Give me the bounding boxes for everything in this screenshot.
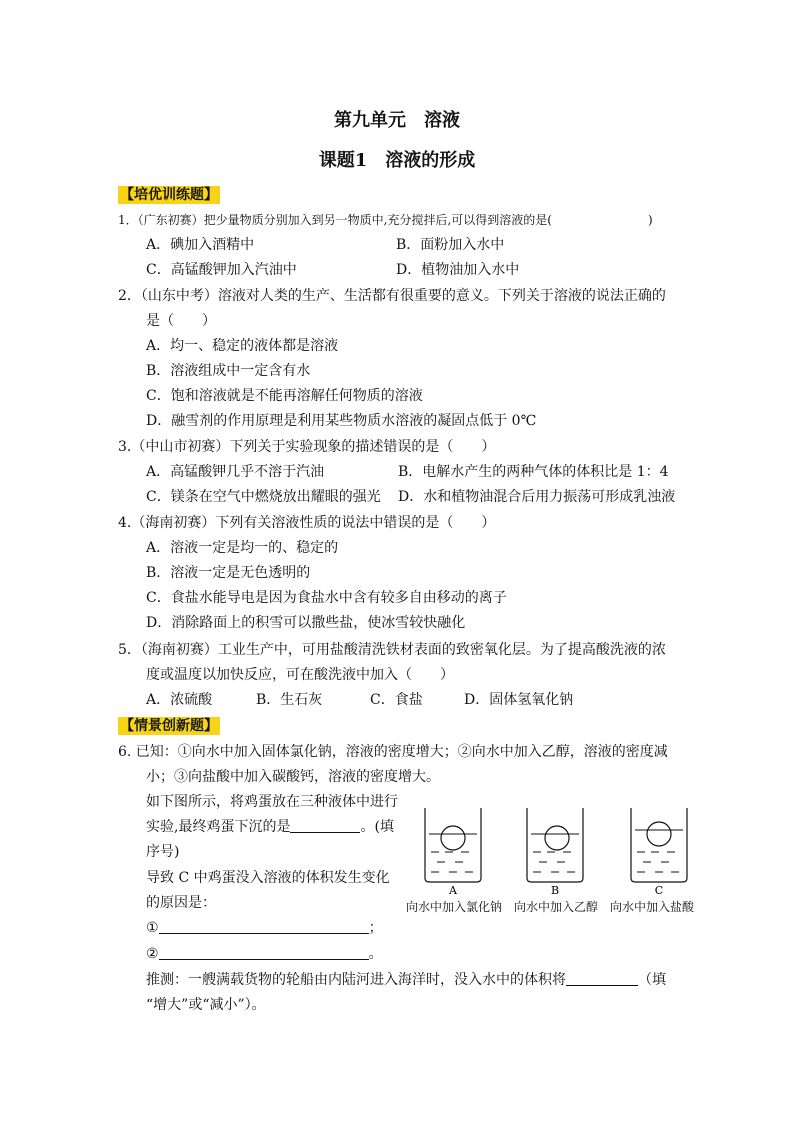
unit-title: 第九单元 溶液 [334, 110, 460, 131]
q2-stem-line2: 是（ ） [146, 313, 216, 329]
q1-option-c: C．高锰酸钾加入汽油中 [146, 262, 297, 278]
q6-reason2 [146, 944, 383, 964]
q1-stem: 1．（广东初赛）把少量物质分别加入到另一物质中,充分搅拌后,可以得到溶液的是( ) [118, 213, 653, 227]
q6-line10 [146, 970, 666, 990]
beaker-b [527, 808, 583, 882]
q2-option-d: D．融雪剂的作用原理是利用某些物质水溶液的凝固点低于 0℃ [146, 413, 537, 429]
caption-c: 向水中加入盐酸 [610, 900, 695, 914]
q3-option-c: C．镁条在空气中燃烧放出耀眼的强光 [146, 489, 381, 505]
egg-c [647, 822, 671, 846]
q1-option-a: A．碘加入酒精中 [146, 237, 255, 253]
q1-option-b: B．面粉加入水中 [396, 237, 505, 253]
q6-line4-text: 实验,最终鸡蛋下沉的是 [146, 819, 291, 835]
beaker-label-c: C [654, 884, 664, 897]
q4-option-a: A．溶液一定是均一的、稳定的 [146, 540, 339, 556]
q3-option-b: B．电解水产生的两种气体的体积比是 1：4 [398, 464, 669, 480]
answer-blank-volume[interactable] [566, 971, 638, 986]
beaker-label-b: B [550, 884, 560, 897]
beaker-c [631, 808, 687, 882]
q6-line10-tail: （填 [638, 972, 666, 988]
answer-blank-reason2[interactable] [159, 945, 369, 960]
section-tag-scenario: 【情景创新题】 [120, 718, 218, 734]
q2-option-c: C．饱和溶液就是不能再溶解任何物质的溶液 [146, 388, 423, 404]
beaker-label-a: A [449, 884, 457, 897]
q2-option-a: A．均一、稳定的液体都是溶液 [146, 338, 339, 354]
answer-blank-reason1[interactable] [159, 919, 369, 934]
reason1-marker: ① [146, 920, 159, 936]
q2-option-b: B．溶液组成中一定含有水 [146, 363, 311, 379]
q6-line3: 如下图所示，将鸡蛋放在三种液体中进行 [146, 794, 398, 810]
caption-a: 向水中加入氯化钠 [406, 900, 503, 914]
q6-reason1 [146, 918, 383, 938]
egg-a [441, 826, 465, 850]
q4-option-c: C．食盐水能导电是因为食盐水中含有较多自由移动的离子 [146, 590, 507, 606]
q6-line4 [146, 817, 394, 837]
beaker-a [425, 808, 481, 882]
reason1-tail: ； [368, 920, 383, 936]
q4-stem: 4.（海南初赛）下列有关溶液性质的说法中错误的是（ ） [118, 515, 496, 531]
caption-b: 向水中加入乙醇 [514, 900, 599, 914]
q6-line7: 的原因是： [146, 895, 216, 911]
q6-line1: 6. 已知：①向水中加入固体氯化钠，溶液的密度增大；②向水中加入乙醇，溶液的密度减 [118, 744, 668, 760]
q6-line6: 导致 C 中鸡蛋没入溶液的体积发生变化 [146, 870, 390, 886]
egg-b [545, 826, 569, 850]
q5-stem-line2: 度或温度以加快反应，可在酸洗液中加入（ ） [146, 667, 454, 683]
q5-stem-line1: 5．（海南初赛）工业生产中，可用盐酸清洗铁材表面的致密氧化层。为了提高酸洗液的浓 [118, 642, 666, 658]
q5-option-d: D．固体氢氧化钠 [464, 692, 574, 708]
q1-option-d: D．植物油加入水中 [396, 262, 520, 278]
q6-line4-tail: 。(填 [360, 819, 394, 835]
answer-blank-sink[interactable] [290, 818, 360, 833]
q5-option-a: A．浓硫酸 [146, 692, 213, 708]
q5-option-c: C．食盐 [370, 692, 423, 708]
q5-option-b: B．生石灰 [256, 692, 323, 708]
q6-line2: 小；③向盐酸中加入碳酸钙，溶液的密度增大。 [146, 769, 440, 785]
q3-option-d: D．水和植物油混合后用力振荡可形成乳浊液 [398, 489, 676, 505]
q6-line10-text: 推测：一艘满载货物的轮船由内陆河进入海洋时，没入水中的体积将 [146, 972, 566, 988]
q6-line5: 序号) [146, 844, 180, 860]
lesson-title: 课题1 溶液的形成 [318, 150, 476, 171]
reason2-marker: ② [146, 946, 159, 962]
reason2-tail: 。 [368, 946, 383, 962]
q3-stem: 3.（中山市初赛）下列关于实验现象的描述错误的是（ ） [118, 439, 496, 455]
q6-line11: “增大”或“减小”）。 [146, 997, 266, 1013]
q2-stem-line1: 2．（山东中考）溶液对人类的生产、生活都有很重要的意义。下列关于溶液的说法正确的 [118, 288, 666, 304]
q3-option-a: A．高锰酸钾几乎不溶于汽油 [146, 464, 325, 480]
q4-option-b: B．溶液一定是无色透明的 [146, 565, 311, 581]
section-tag-training: 【培优训练题】 [120, 187, 218, 203]
q4-option-d: D．消除路面上的积雪可以撒些盐，使冰雪较快融化 [146, 615, 466, 631]
